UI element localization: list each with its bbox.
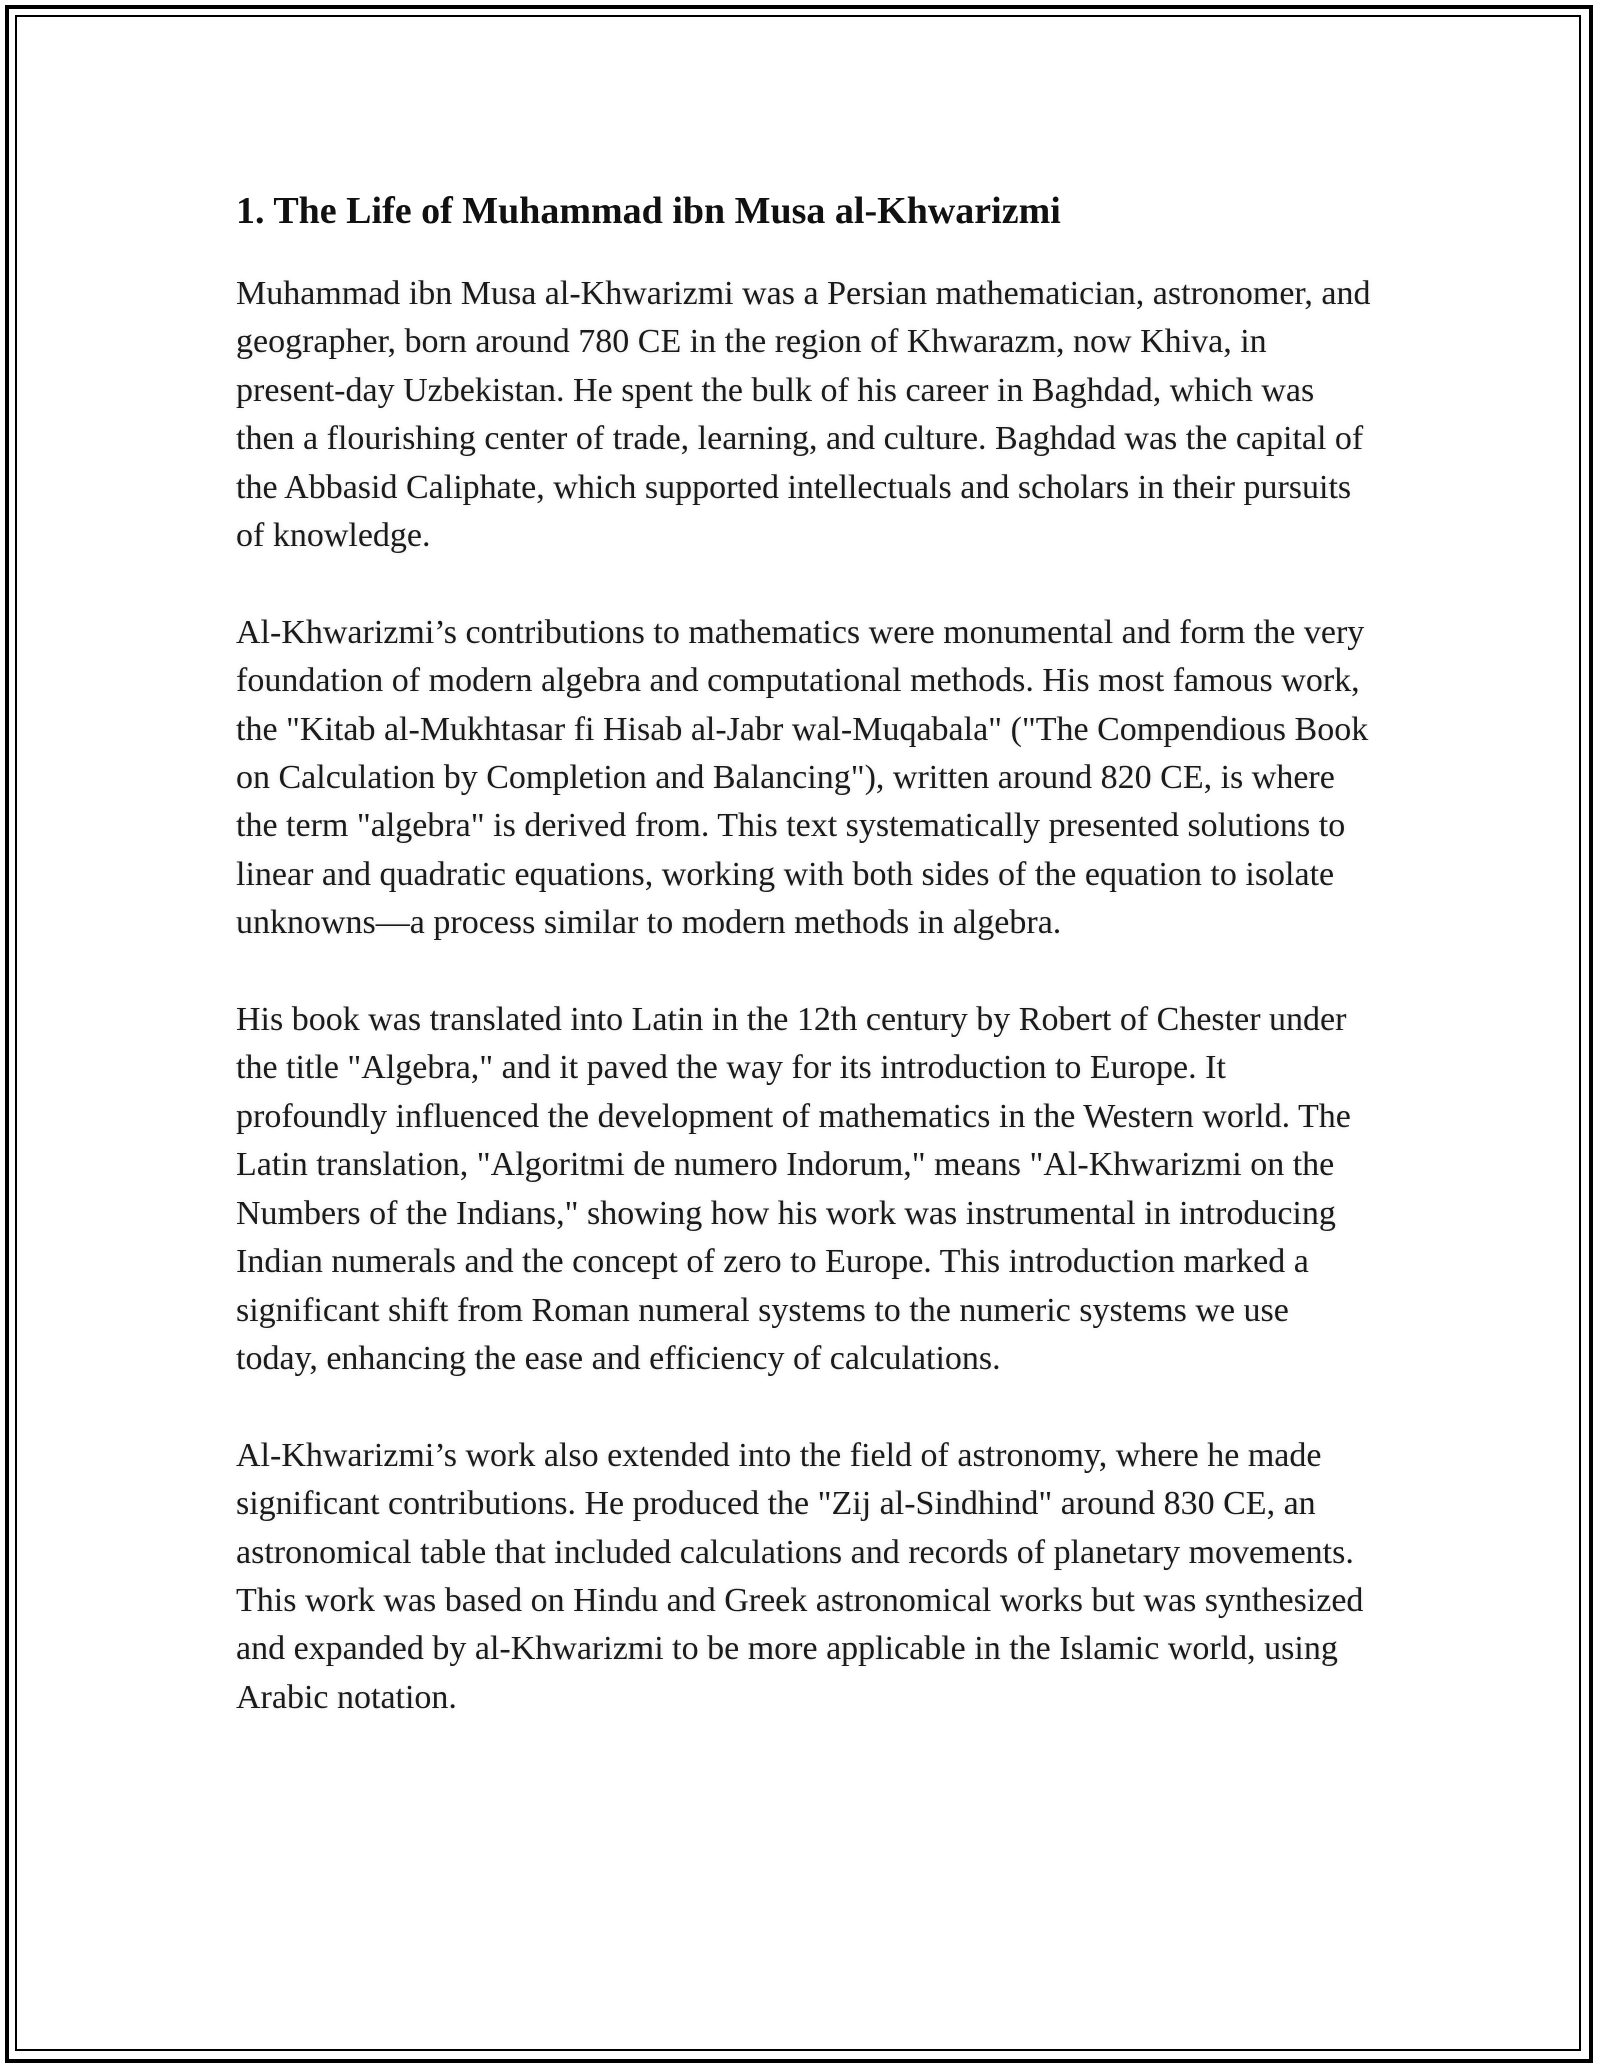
paragraph-early-life: Muhammad ibn Musa al-Khwarizmi was a Persian mathematician, astronomer, and geographer, born around 780 CE in the region of Khwarazm, now Khiva, in present-day Uzbekistan. He spent the bulk of his career in Baghdad, which was then a flourishing center of trade, learning, and culture. Baghdad was the capital of the Abbasid Caliphate, which supported intellectuals and scholars in their pursuits of knowledge. xyxy=(236,275,1371,555)
paragraph-mathematics: Al-Khwarizmi’s contributions to mathematics were monumental and form the very foundation of modern algebra and computational methods. His most famous work, the "Kitab al-Mukhtasar fi Hisab al-Jabr wal-Muqabala" ("The Compendious Book on Calculation by Completion and Balancing"), written around 820 CE, is where the term "algebra" is derived from. This text systematically presented solutions to linear and quadratic equations, working with both sides of the equation to isolate unknowns—a process similar to modern methods in algebra. xyxy=(236,613,1369,942)
paragraph-astronomy: Al-Khwarizmi’s work also extended into the field of astronomy, where he made significant contributions. He produced the "Zij al-Sindhind" around 830 CE, an astronomical table that included calculations and records of planetary movements. This work was based on Hindu and Greek astronomical works but was synthesized and expanded by al-Khwarizmi to be more applicable in the Islamic world, using Arabic notation. xyxy=(236,1436,1364,1716)
document-body xyxy=(236,186,1376,1771)
section-heading: 1. The Life of Muhammad ibn Musa al-Khwarizmi xyxy=(236,190,1061,232)
paragraph-latin-translation: His book was translated into Latin in the 12th century by Robert of Chester under the title "Algebra," and it paved the way for its introduction to Europe. It profoundly influenced the development of mathematics in the Western world. The Latin translation, "Algoritmi de numero Indorum," means "Al-Khwarizmi on the Numbers of the Indians," showing how his work was instrumental in introducing Indian numerals and the concept of zero to Europe. This introduction marked a significant shift from Roman numeral systems to the numeric systems we use today, enhancing the ease and efficiency of calculations. xyxy=(236,1001,1351,1377)
